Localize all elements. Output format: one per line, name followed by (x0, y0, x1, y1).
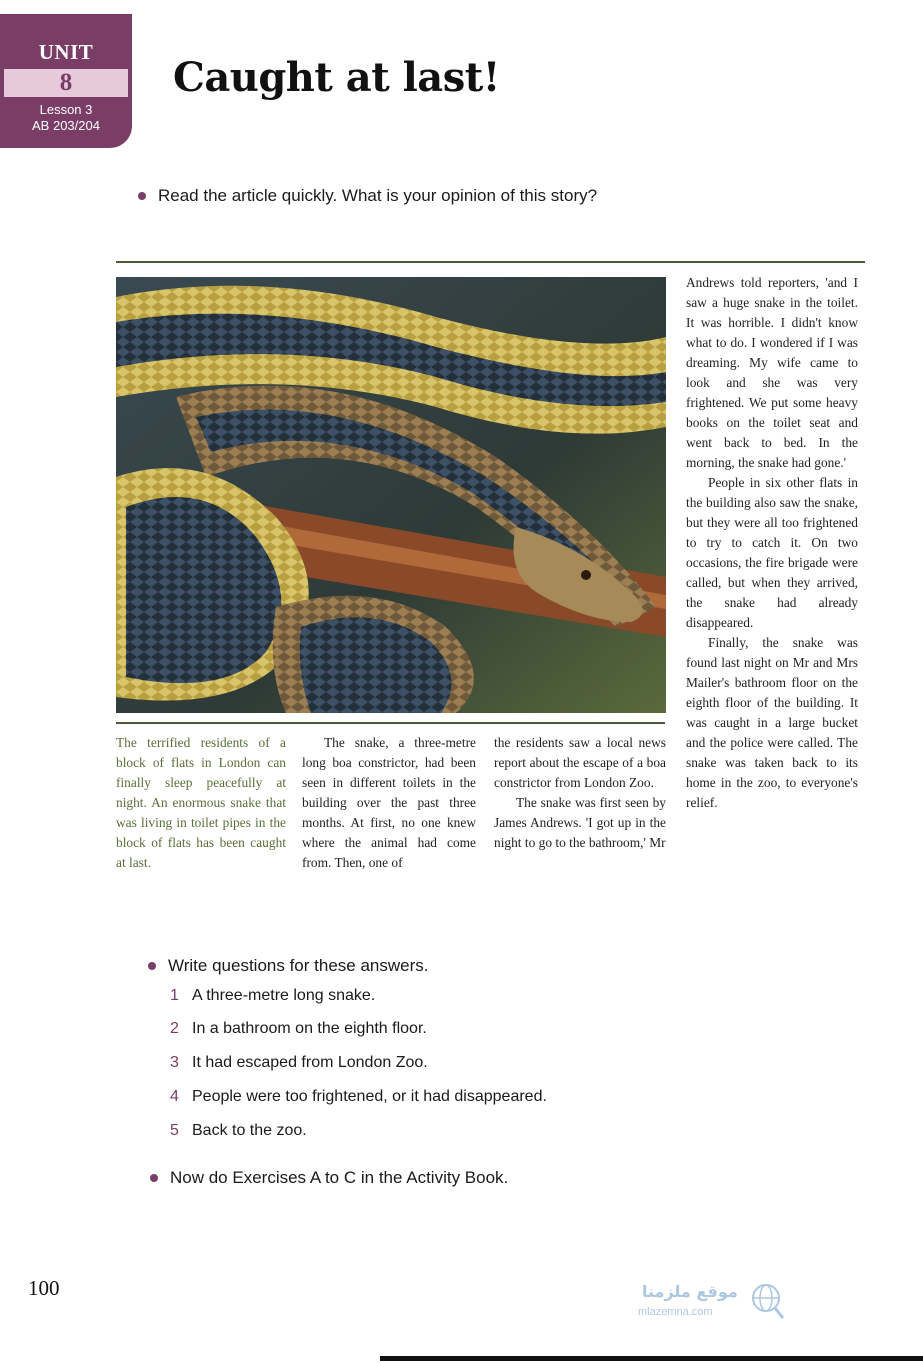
bullet-icon (148, 962, 156, 970)
article-col2-text: The snake, a three-metre long boa constrictor, had been seen in different toilets in the building over the past three months. At first, no one knew where the animal had come from. Then, one of (302, 735, 476, 870)
watermark (638, 1282, 788, 1332)
instruction-write-text: Write questions for these answers. (168, 956, 429, 975)
answer-text: Back to the zoo. (192, 1122, 307, 1139)
article-col4-para2: People in six other flats in the building also saw the snake, but they were all too frightened to try to catch it. On two occasions, the fire brigade were called, but when they arrived, the snake had already disappeared. (686, 475, 858, 630)
list-item (170, 1088, 547, 1106)
answer-text: It had escaped from London Zoo. (192, 1054, 428, 1071)
snake-photo (116, 277, 666, 713)
globe-search-icon (750, 1282, 786, 1322)
unit-tab (0, 14, 132, 148)
list-item (170, 987, 375, 1005)
snake-icon (116, 277, 666, 713)
article-col3-para1: the residents saw a local news report about the escape of a boa constrictor from London Zoo. (494, 735, 666, 790)
article-col3-para2: The snake was first seen by James Andrews. 'I got up in the night to go to the bathroom,' Mr (494, 795, 666, 850)
activity-book-pages: AB 203/204 (32, 118, 100, 133)
unit-number: 8 (4, 69, 128, 97)
instruction-exercises (150, 1168, 508, 1188)
list-item (170, 1020, 427, 1038)
bullet-icon (150, 1174, 158, 1182)
instruction-read-text: Read the article quickly. What is your opinion of this story? (158, 186, 598, 205)
article-intro-text: The terrified residents of a block of flats in London can finally sleep peacefully at night. An enormous snake that was living in toilet pipes in the block of flats has been caught at last. (116, 735, 286, 870)
instruction-exercises-text: Now do Exercises A to C in the Activity Book. (170, 1168, 509, 1187)
bullet-icon (138, 192, 146, 200)
answer-text: People were too frightened, or it had disappeared. (192, 1088, 547, 1105)
instruction-write (148, 956, 428, 976)
article-col4-para3: Finally, the snake was found last night on Mr and Mrs Mailer's bathroom floor on the eighth floor of the building. It was caught in a large bucket and the police were called. The snake was taken back to its home in the zoo, to everyone's relief. (686, 635, 858, 810)
answer-number: 4 (170, 1088, 179, 1105)
answer-number: 3 (170, 1054, 179, 1071)
answer-number: 1 (170, 987, 179, 1004)
answer-number: 2 (170, 1020, 179, 1037)
answer-number: 5 (170, 1122, 179, 1139)
watermark-arabic: موقع ملزمنا (642, 1282, 738, 1301)
list-item (170, 1122, 307, 1140)
page-number: 100 (28, 1276, 60, 1300)
article-column-3 (494, 733, 666, 853)
bottom-edge-bar (380, 1356, 923, 1361)
divider-top (116, 261, 865, 263)
watermark-latin: mlazemna.com (638, 1306, 713, 1318)
unit-label: UNIT (38, 40, 94, 64)
page-title: Caught at last! (173, 54, 500, 101)
answer-text: A three-metre long snake. (192, 987, 376, 1004)
answer-text: In a bathroom on the eighth floor. (192, 1020, 427, 1037)
instruction-read (138, 186, 597, 206)
lesson-label: Lesson 3 (39, 102, 93, 117)
article-intro (116, 733, 286, 873)
article-column-4 (686, 273, 858, 813)
article-column-2 (302, 733, 476, 873)
list-item (170, 1054, 428, 1072)
article-col4-para1: Andrews told reporters, 'and I saw a huge snake in the toilet. It was horrible. I didn't know what to do. I wondered if I was dreaming. My wife came to look and she was very frightened. We put some heavy books on the toilet seat and went back to bed. In the morning, the snake had gone.' (686, 275, 858, 470)
divider-caption (116, 722, 665, 724)
